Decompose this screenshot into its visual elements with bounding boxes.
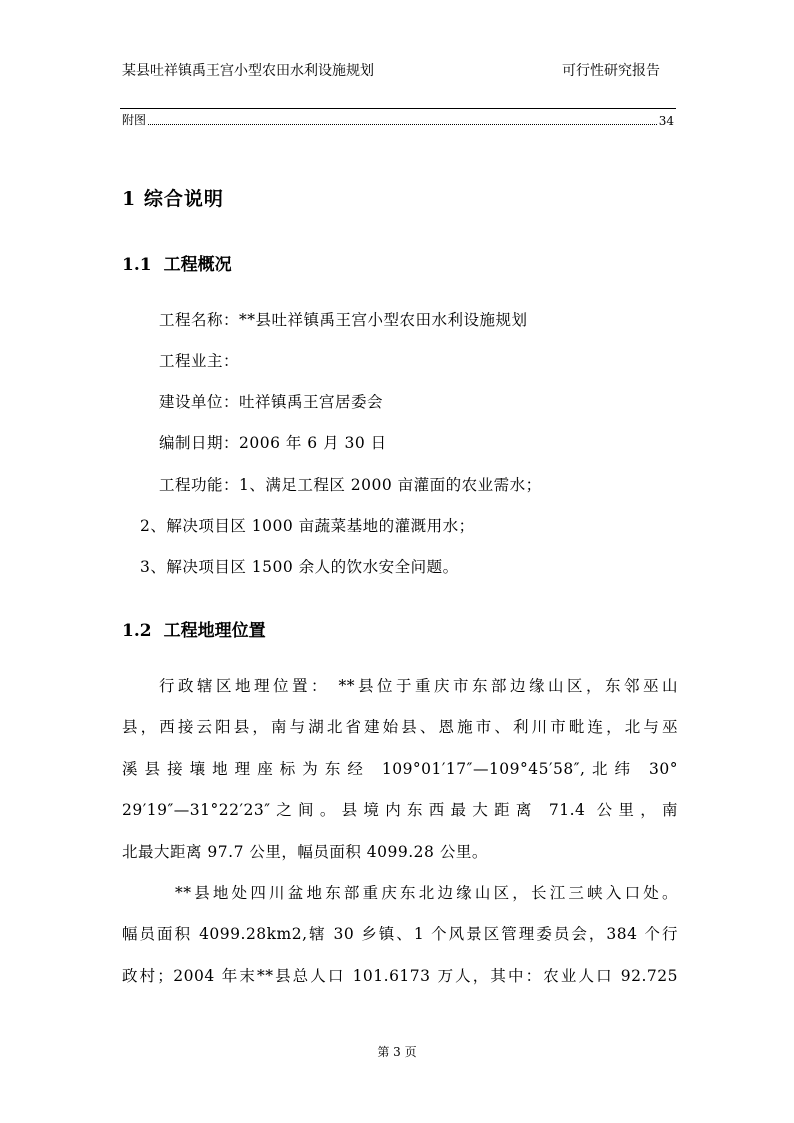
header-divider bbox=[120, 108, 676, 109]
section-number: 1.1 bbox=[122, 255, 152, 275]
paragraph-line: 行政辖区地理位置： **县位于重庆市东部边缘山区，东邻巫山 bbox=[159, 677, 678, 695]
paragraph-line: 溪县接壤地理座标为东经 109°01′17″—109°45′58″,北纬 30° bbox=[122, 760, 678, 778]
section-heading-1: 1 综合说明 bbox=[122, 188, 224, 210]
section-number: 1.2 bbox=[122, 621, 152, 641]
paragraph-line: 工程业主： bbox=[159, 352, 240, 370]
toc-leader-dots bbox=[148, 124, 657, 125]
toc-entry-label: 附图 bbox=[122, 113, 147, 127]
paragraph-line: 编制日期：2006 年 6 月 30 日 bbox=[159, 434, 387, 452]
paragraph-line: 工程功能：1、满足工程区 2000 亩灌面的农业需水； bbox=[159, 476, 542, 494]
paragraph-line: 北最大距离 97.7 公里，幅员面积 4099.28 公里。 bbox=[122, 843, 488, 861]
paragraph-line: 政村；2004 年末**县总人口 101.6173 万人，其中：农业人口 92.725 bbox=[122, 967, 678, 985]
paragraph-line: 幅员面积 4099.28km2,辖 30 乡镇、1 个风景区管理委员会，384 个行 bbox=[122, 925, 678, 943]
paragraph-line: 工程名称：**县吐祥镇禹王宫小型农田水利设施规划 bbox=[159, 311, 528, 329]
header-title: 某县吐祥镇禹王宫小型农田水利设施规划 bbox=[122, 63, 374, 79]
toc-entry-page: 34 bbox=[658, 114, 674, 128]
page-number: 第 3 页 bbox=[377, 1045, 417, 1059]
paragraph-line: 3、解决项目区 1500 余人的饮水安全问题。 bbox=[140, 558, 459, 576]
section-heading-1-1 bbox=[122, 250, 232, 275]
section-title: 工程概况 bbox=[163, 255, 232, 275]
header-report-type: 可行性研究报告 bbox=[562, 63, 660, 79]
paragraph-line: 29′19″—31°22′23″之间。县境内东西最大距离 71.4 公里，南 bbox=[122, 801, 678, 819]
section-heading-1-2 bbox=[122, 616, 266, 641]
section-title: 工程地理位置 bbox=[163, 621, 266, 641]
paragraph-line: **县地处四川盆地东部重庆东北边缘山区，长江三峡入口处。 bbox=[175, 884, 678, 902]
paragraph-line: 2、解决项目区 1000 亩蔬菜基地的灌溉用水； bbox=[140, 517, 475, 535]
paragraph-line: 建设单位：吐祥镇禹王宫居委会 bbox=[159, 393, 384, 411]
toc-entry[interactable] bbox=[122, 112, 674, 128]
paragraph-line: 县，西接云阳县，南与湖北省建始县、恩施市、利川市毗连，北与巫 bbox=[122, 718, 678, 736]
